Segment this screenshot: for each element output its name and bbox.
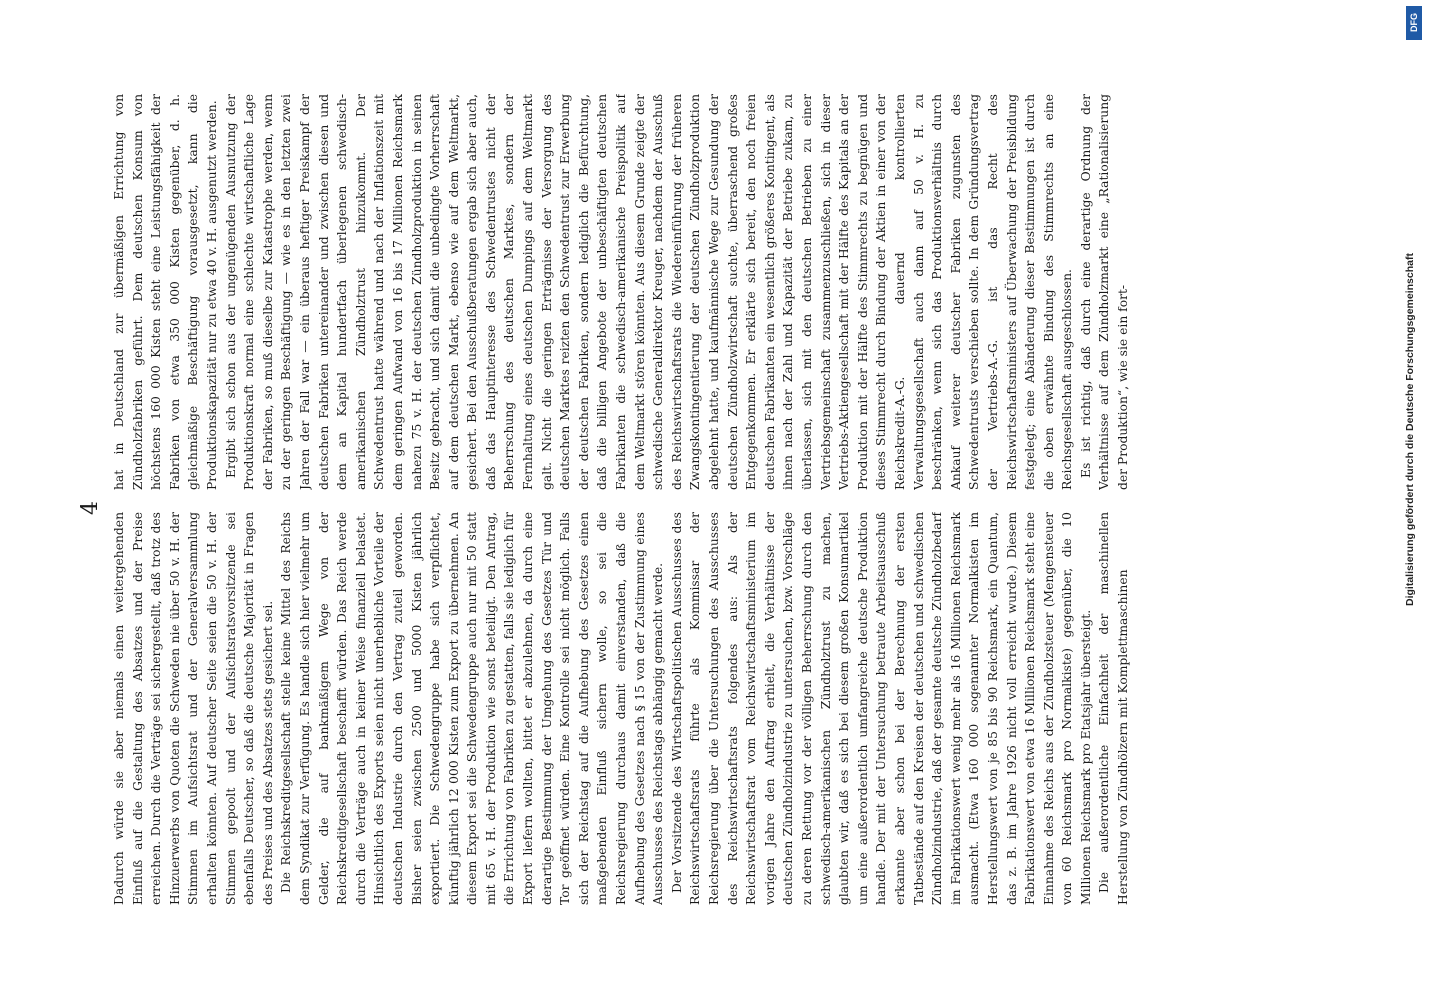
paragraph: Die außerordentliche Einfachheit der maschinellen Herstellung von Zündhölzern mit Komplettmaschinen: [1097, 512, 1131, 905]
page-number: 4: [78, 501, 103, 515]
paragraph: Es ist richtig, daß durch eine derartige Ordnung der Verhältnisse auf dem Zündholzmarkt eine „Rationalisierung der Produktion“, wie sie ein fort-: [1078, 94, 1131, 490]
dfg-logo: DFG: [1406, 6, 1422, 40]
paragraph: Ergibt sich schon aus der ungenügenden Ausnutzung der Produktionskraft normal eine schlechte wirtschaftliche Lage der Fabriken, so muß dieselbe zur Katastrophe werden, wenn zu der geringen Beschäftigung — wie es in den letzten zwei Jahren der Fall war — ein überaus heftiger Preiskampf der deutschen Fabriken untereinander und zwischen diesen und dem an Kapital hundertfach überlegenen schwedisch-amerikanischen Zündholztrust hinzukommt. Der Schwedentrust hatte während und nach der Inflationszeit mit dem geringen Aufwand von 16 bis 17 Millionen Reichsmark nahezu 75 v. H. der deutschen Zündholzproduktion in seinen Besitz gebracht, und sich damit die unbedingte Vorherrschaft auf dem deutschen Markt, ebenso wie auf dem Weltmarkt, gesichert. Bei den Ausschußberatungen ergab sich aber auch, daß das Hauptinteresse des Schwedentrustes nicht der Beherrschung des deutschen Marktes, sondern der Fernhaltung eines deutschen Dumpings auf dem Weltmarkt galt. Nicht die geringen Erträgnisse der Versorgung des deutschen Marktes reizten den Schwedentrust zur Erwerbung der deutschen Fabriken, sondern lediglich die Befürchtung, daß die billigen Angebote der unbeschäftigten deutschen Fabrikanten die schwedisch-amerikanische Preispolitik auf dem Weltmarkt stören könnten. Aus diesem Grunde zeigte der schwedische Generaldirektor Kreuger, nachdem der Ausschuß des Reichswirtschaftsrats die Wiedereinführung der früheren Zwangskontingentierung der deutschen Zündholzproduktion abgelehnt hatte, und kaufmännische Wege zur Gesundung der deutschen Zündholzwirtschaft suchte, überraschend großes Entgegenkommen. Er erklärte sich bereit, den noch freien deutschen Fabrikanten ein wesentlich größeres Kontingent, als ihnen nach der Zahl und Kapazität der Betriebe zukam, zu überlassen, sich mit den deutschen Betrieben zu einer Vertriebsgemeinschaft zusammenzuschließen, sich in dieser Vertriebs-Aktiengesellschaft mit der Hälfte des Kapitals an der Produktion mit der Hälfte des Stimmrechts zu begnügen und dieses Stimmrecht durch Bindung der Aktien in einer von der Reichskredit-A.-G. dauernd kontrollierten Verwaltungsgesellschaft auch dann auf 50 v. H. zu beschränken, wenn sich das Produktionsverhältnis durch Ankauf weiterer deutscher Fabriken zugunsten des Schwedentrusts verschieben sollte. In dem Gründungsvertrag der Vertriebs-A.-G. ist das Recht des Reichswirtschaftsministers auf Überwachung der Preisbildung festgelegt; eine Abänderung dieser Bestimmungen ist durch die oben erwähnte Bindung des Stimmrechts an eine Reichsgesellschaft ausgeschlossen.: [223, 94, 1075, 490]
digitization-credit: [1404, 6, 1430, 606]
text-column-right: [110, 94, 1390, 490]
paragraph: Dadurch würde sie aber niemals einen weitergehenden Einfluß auf die Gestaltung des Absatzes und der Preise erreichen. Durch die Verträge sei sichergestellt, daß trotz des Hinzuerwerbs von Quoten die Schweden nie über 50 v. H. der Stimmen im Aufsichtsrat und der Generalversammlung erhalten könnten. Auf deutscher Seite seien die 50 v. H. der Stimmen gepoolt und der Aufsichtsratsvorsitzende sei ebenfalls Deutscher, so daß die deutsche Majorität in Fragen des Preises und des Absatzes stets gesichert sei.: [112, 512, 275, 905]
paragraph: Der Vorsitzende des Wirtschaftspolitischen Ausschusses des Reichswirtschaftsrats führte als Kommissar der Reichsregierung über die Untersuchungen des Ausschusses des Reichswirtschaftsrats folgendes aus: Als der Reichswirtschaftsrat vom Reichswirtschaftsministerium im vorigen Jahre den Auftrag erhielt, die Verhältnisse der deutschen Zündholzindustrie zu untersuchen, bzw. Vorschläge zu deren Rettung vor der völligen Beherrschung durch den schwedisch-amerikanischen Zündholztrust zu machen, glaubten wir, daß es sich bei diesem großen Konsumartikel um eine außerordentlich umfangreiche deutsche Produktion handle. Der mit der Untersuchung betraute Arbeitsausschuß erkannte aber schon bei der Berechnung der ersten Tatbestände auf den Kreisen der deutschen und schwedischen Zündholzindustrie, daß der gesamte deutsche Zündholzbedarf im Fabrikationswert wenig mehr als 16 Millionen Reichsmark ausmacht. (Etwa 160 000 sogenannter Normalkisten im Herstellungswert von je 85 bis 90 Reichsmark, ein Quantum, das z. B. im Jahre 1926 nicht voll erreicht wurde.) Diesem Fabrikationswert von etwa 16 Millionen Reichsmark steht eine Einnahme des Reichs aus der Zündholzsteuer (Mengensteuer von 60 Reichsmark pro Normalkiste) gegenüber, die 10 Millionen Reichsmark pro Etatsjahr übersteigt.: [669, 512, 1093, 905]
paragraph: Die Reichskreditgesellschaft stelle keine Mittel des Reichs dem Syndikat zur Verfügung. Es handle sich hier vielmehr um Gelder, die auf bankmäßigem Wege von der Reichskreditgesellschaft beschafft würden. Das Reich werde durch die Verträge auch in keiner Weise finanziell belastet. Hinsichtlich des Exports seien nicht unerhebliche Vorteile der deutschen Industrie durch den Vertrag zuteil geworden. Bisher seien zwischen 2500 und 5000 Kisten jährlich exportiert. Die Schwedengruppe habe sich verpflichtet, künftig jährlich 12 000 Kisten zum Export zu übernehmen. An diesem Export sei die Schwedengruppe auch nur mit 50 statt mit 65 v. H. der Produktion wie sonst beteiligt. Den Antrag, die Errichtung von Fabriken zu gestatten, falls sie lediglich für Export liefern wollten, bittet er abzulehnen, da durch eine derartige Bestimmung der Umgehung des Gesetzes Tür und Tor geöffnet würden. Eine Kontrolle sei nicht möglich. Falls sich der Reichstag auf die Aufhebung des Gesetzes einen maßgebenden Einfluß sichern wolle, so sei die Reichsregierung durchaus damit einverstanden, daß die Aufhebung des Gesetzes nach § 15 von der Zustimmung eines Ausschusses des Reichstags abhängig gemacht werde.: [279, 512, 666, 905]
text-column-left: [110, 512, 1390, 905]
paragraph: hat in Deutschland zur übermäßigen Errichtung von Zündholzfabriken geführt. Dem deutschen Konsum von höchstens 160 000 Kisten steht eine Leistungsfähigkeit der Fabriken von etwa 350 000 Kisten gegenüber, d. h. gleichmäßige Beschäftigung vorausgesetzt, kann die Produktionskapazität nur zu etwa 40 v. H. ausgenutzt werden.: [112, 94, 219, 490]
digitization-credit-text: Digitalisierung gefördert durch die Deutsche Forschungsgemeinschaft: [1404, 253, 1416, 606]
